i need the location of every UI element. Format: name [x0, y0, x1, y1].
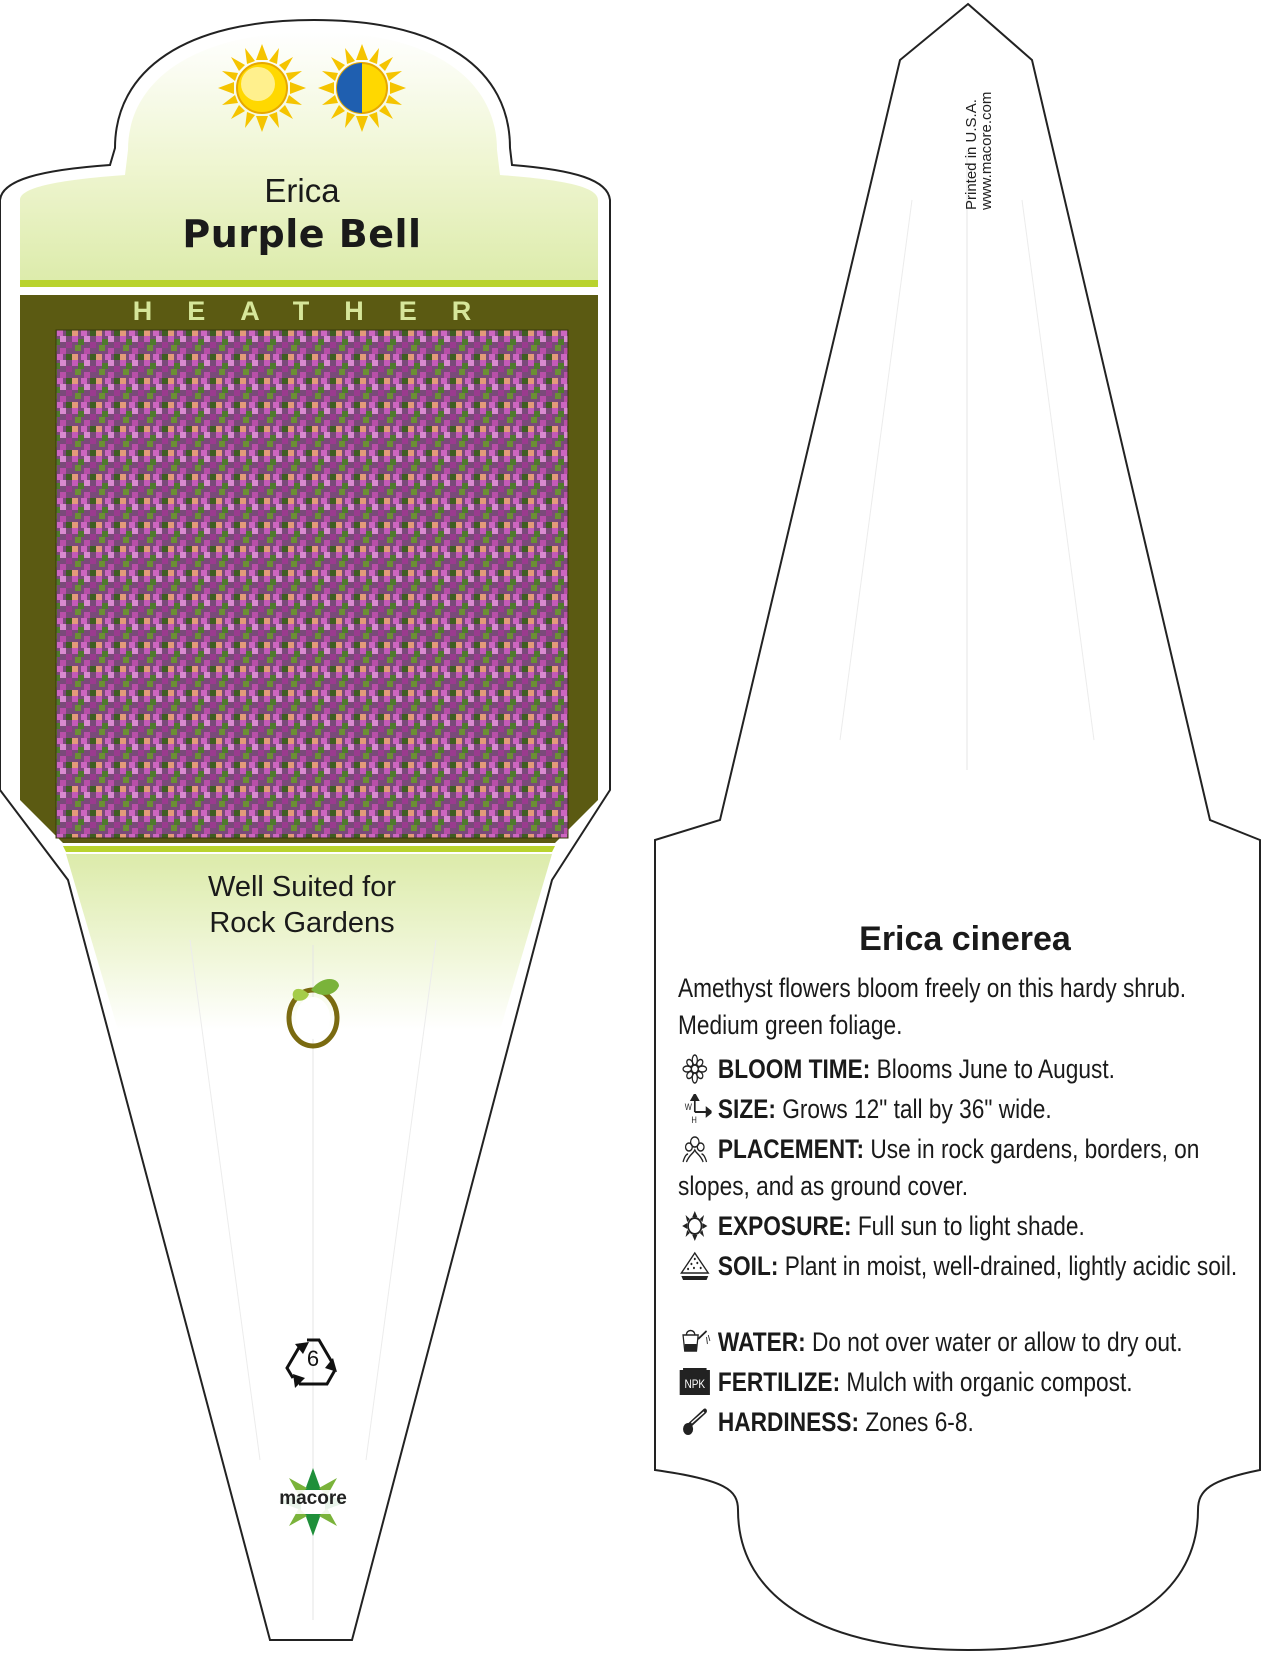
care-label: SIZE: [717, 1094, 776, 1124]
plant-variety: Purple Bell [182, 212, 422, 256]
svg-text:H: H [691, 1114, 697, 1124]
care-hardiness [678, 1404, 1241, 1441]
care-label: FERTILIZE: [717, 1367, 841, 1397]
size-icon [678, 1094, 712, 1124]
npk-icon [678, 1367, 712, 1397]
care-placement [678, 1131, 1241, 1205]
care-text: Do not over water or allow to dry out. [811, 1327, 1183, 1357]
flower-icon [678, 1054, 712, 1084]
care-fertilize [678, 1364, 1241, 1401]
heather-photo [56, 330, 568, 838]
brand-name: macore [279, 1488, 347, 1509]
npk-label: NPK [684, 1378, 706, 1392]
sun-icon [678, 1211, 712, 1241]
care-text: Zones 6-8. [865, 1407, 974, 1437]
care-soil [678, 1248, 1241, 1285]
svg-text:W: W [684, 1101, 692, 1113]
care-bloom-time [678, 1051, 1241, 1088]
care-water [678, 1324, 1241, 1361]
care-label: BLOOM TIME: [717, 1054, 871, 1084]
care-label: WATER: [717, 1327, 806, 1357]
placement-icon [678, 1134, 712, 1164]
care-text: Plant in moist, well-drained, lightly acidic soil. [784, 1251, 1238, 1281]
care-text: Grows 12" tall by 36" wide. [782, 1094, 1052, 1124]
plant-category: HEATHER [132, 296, 507, 326]
care-label: HARDINESS: [717, 1407, 860, 1437]
care-text: Mulch with organic compost. [846, 1367, 1133, 1397]
plant-description: Amethyst flowers bloom freely on this hardy shrub. Medium green foliage. [678, 973, 1187, 1040]
care-label: EXPOSURE: [717, 1211, 852, 1241]
full-sun-icon [218, 44, 306, 132]
care-text: Blooms June to August. [876, 1054, 1115, 1084]
tagline-line-2: Rock Gardens [209, 907, 395, 939]
plant-genus: Erica [264, 172, 340, 209]
part-sun-icon [318, 44, 406, 132]
watering-can-icon [678, 1327, 712, 1357]
care-label: SOIL: [717, 1251, 779, 1281]
tagline-line-1: Well Suited for [207, 871, 397, 903]
soil-icon [678, 1251, 712, 1281]
recycle-code: 6 [306, 1346, 320, 1371]
care-size [678, 1091, 1241, 1128]
care-label: PLACEMENT: [717, 1134, 865, 1164]
care-text: Use in rock gardens, borders, on slopes, and as ground cover. [678, 1134, 1200, 1201]
botanical-name: Erica cinerea [859, 920, 1071, 958]
website-url: www.macore.com [978, 91, 995, 210]
printed-in: Printed in U.S.A. [963, 99, 980, 210]
care-text: Full sun to light shade. [857, 1211, 1085, 1241]
care-exposure [678, 1208, 1241, 1245]
thermometer-icon [678, 1407, 712, 1437]
